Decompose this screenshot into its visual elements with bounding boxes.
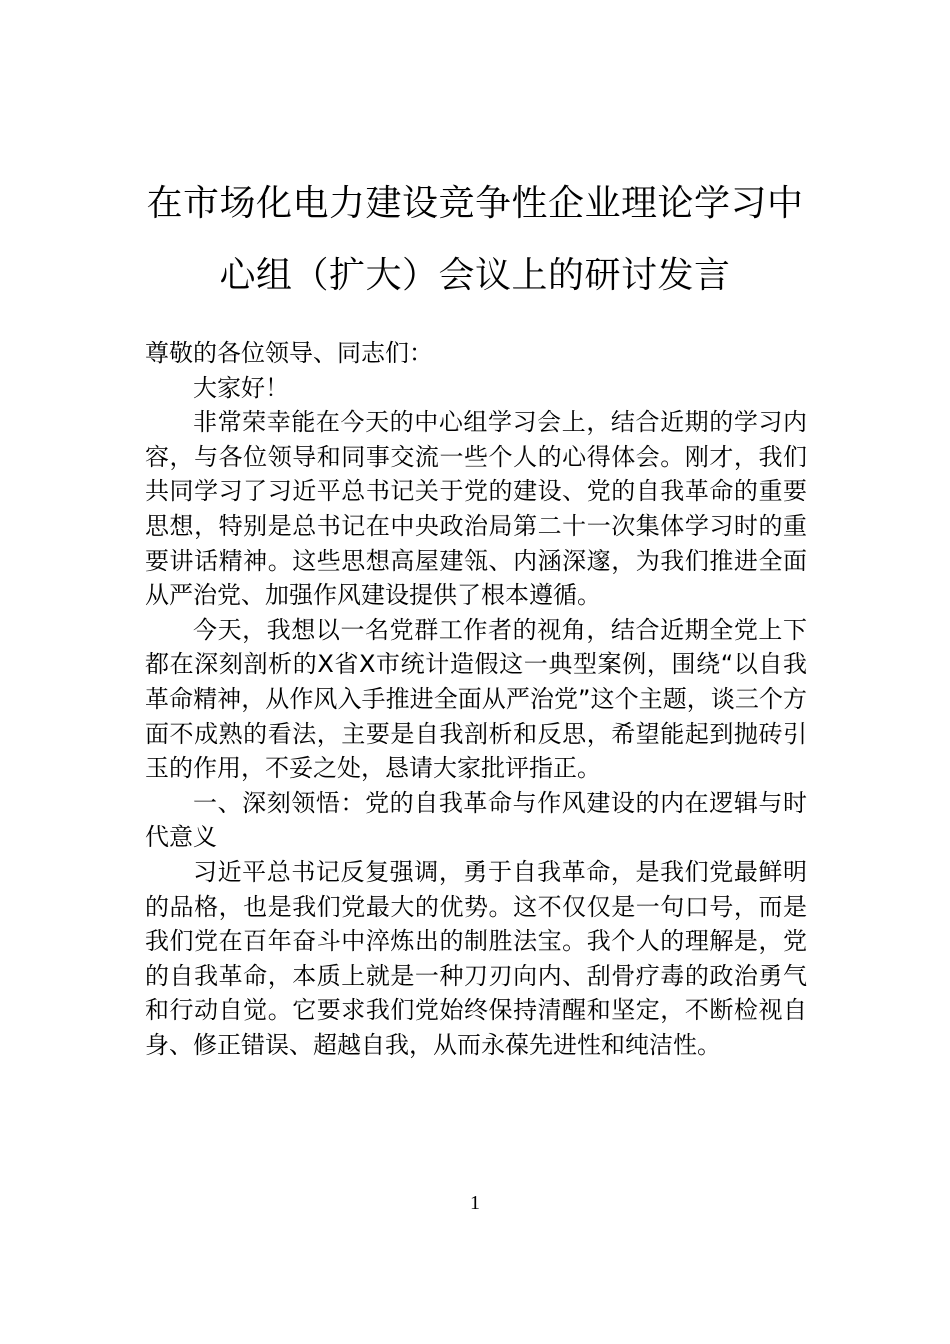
paragraph-theme: 今天，我想以一名党群工作者的视角，结合近期全党上下都在深刻剖析的X省X市统计造假这一典型案例，围绕“以自我革命精神，从作风入手推进全面从严治党”这个主题，谈三个方面不成熟的看法，主要是自我剖析和反思，希望能起到抛砖引玉的作用，不妥之处，恳请大家批评指正。 <box>145 615 807 783</box>
paragraph-section-1: 习近平总书记反复强调，勇于自我革命，是我们党最鲜明的品格，也是我们党最大的优势。这不仅仅是一句口号，而是我们党在百年奋斗中淬炼出的制胜法宝。我个人的理解是，党的自我革命，本质上就是一种刀刃向内、刮骨疗毒的政治勇气和行动自觉。它要求我们党始终保持清醒和坚定，不断检视自身、修正错误、超越自我，从而永葆先进性和纯洁性。 <box>145 857 807 1059</box>
title-line-2: 心组（扩大）会议上的研讨发言 <box>219 255 731 296</box>
section-heading-1: 一、深刻领悟：党的自我革命与作风建设的内在逻辑与时代意义 <box>145 788 807 852</box>
paragraph-intro: 非常荣幸能在今天的中心组学习会上，结合近期的学习内容，与各位领导和同事交流一些个人的心得体会。刚才，我们共同学习了习近平总书记关于党的建设、党的自我革命的重要思想，特别是总书记在中央政治局第二十一次集体学习时的重要讲话精神。这些思想高屋建瓴、内涵深邃，为我们推进全面从严治党、加强作风建设提供了根本遵循。 <box>145 408 807 610</box>
page-number: 1 <box>470 1192 480 1214</box>
document-body <box>145 336 807 1062</box>
greeting: 大家好！ <box>193 373 289 402</box>
document-title <box>140 168 810 312</box>
title-line-1: 在市场化电力建设竞争性企业理论学习中 <box>146 183 804 224</box>
salutation: 尊敬的各位领导、同志们： <box>145 339 433 367</box>
